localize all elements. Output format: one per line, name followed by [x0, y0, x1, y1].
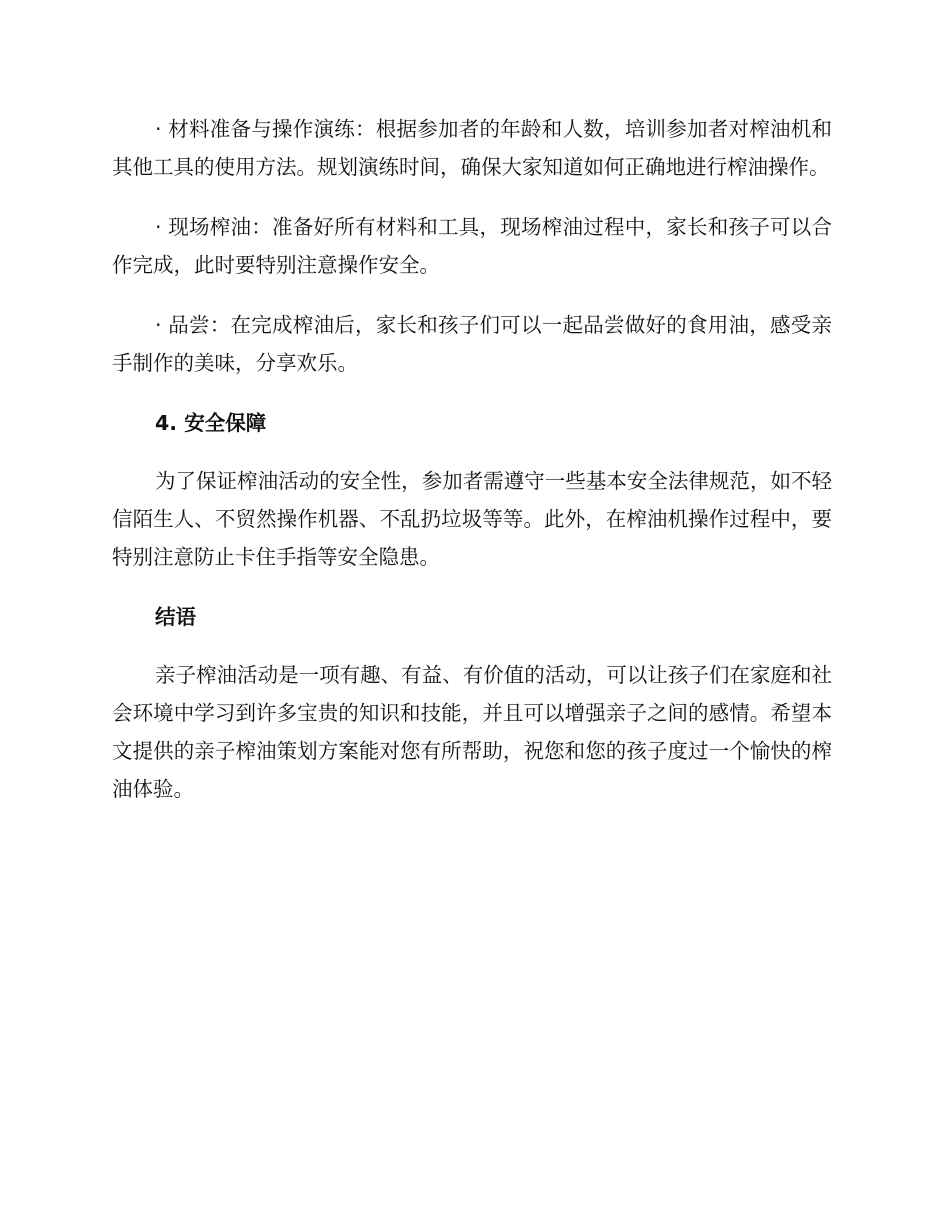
- section-heading-conclusion: 结语: [155, 605, 196, 629]
- document-body: [112, 110, 832, 830]
- bullet-paragraph-onsite-pressing: · 现场榨油：准备好所有材料和工具，现场榨油过程中，家长和孩子可以合作完成，此时要特别注意操作安全。: [112, 215, 832, 277]
- section-heading-safety: 4. 安全保障: [155, 411, 267, 435]
- bullet-paragraph-tasting: · 品尝：在完成榨油后，家长和孩子们可以一起品尝做好的食用油，感受亲手制作的美味，分享欢乐。: [112, 313, 832, 375]
- paragraph-safety: 为了保证榨油活动的安全性，参加者需遵守一些基本安全法律规范，如不轻信陌生人、不贸然操作机器、不乱扔垃圾等等。此外，在榨油机操作过程中，要特别注意防止卡住手指等安全隐患。: [112, 469, 832, 569]
- bullet-paragraph-materials: · 材料准备与操作演练：根据参加者的年龄和人数，培训参加者对榨油机和其他工具的使用方法。规划演练时间，确保大家知道如何正确地进行榨油操作。: [112, 117, 832, 179]
- paragraph-conclusion: 亲子榨油活动是一项有趣、有益、有价值的活动，可以让孩子们在家庭和社会环境中学习到许多宝贵的知识和技能，并且可以增强亲子之间的感情。希望本文提供的亲子榨油策划方案能对您有所帮助，祝您和您的孩子度过一个愉快的榨油体验。: [112, 663, 832, 801]
